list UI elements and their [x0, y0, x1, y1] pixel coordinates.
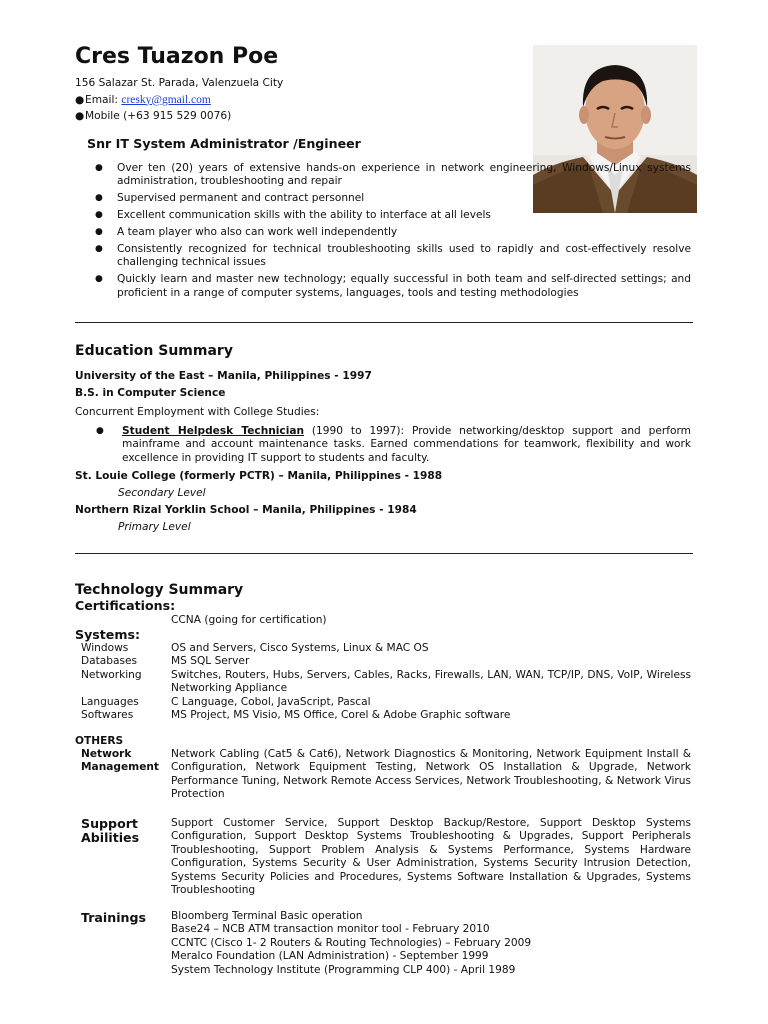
job-title: Snr IT System Administrator /Engineer: [87, 136, 361, 151]
email-link[interactable]: cresky@gmail.com: [121, 93, 211, 106]
mobile-line: [75, 108, 283, 125]
list-item: Base24 – NCB ATM transaction monitor tool - February 2010: [171, 923, 490, 936]
bullet-icon: ●: [95, 210, 103, 221]
list-item: ● Over ten (20) years of extensive hands-on experience in network engineering, Windows/Linux systems administration, troubleshooting and repair: [95, 162, 691, 188]
list-item: CCNTC (Cisco 1- 2 Routers & Routing Technologies) – February 2009: [171, 936, 532, 949]
bullet-icon: ●: [96, 426, 104, 436]
system-label: Databases: [81, 655, 138, 667]
network-label: Network Management: [81, 748, 159, 774]
list-item: ● Consistently recognized for technical troubleshooting skills used to rapidly and cost-effectively resolve challenging technical issues: [95, 243, 691, 269]
college: St. Louie College (formerly PCTR) – Manila, Philippines - 1988: [75, 470, 443, 482]
section-divider: [75, 322, 693, 323]
list-item: Meralco Foundation (LAN Administration) - September 1999: [171, 950, 489, 963]
school-level: Primary Level: [118, 521, 191, 533]
bullet-icon: ●: [95, 193, 103, 204]
trainings-list: [171, 910, 691, 977]
system-value: MS SQL Server: [171, 655, 250, 667]
address: 156 Salazar St. Parada, Valenzuela City: [75, 77, 284, 89]
email-line: [75, 92, 283, 109]
list-item: ● Excellent communication skills with the ability to interface at all levels: [95, 209, 491, 222]
list-item: ● Quickly learn and master new technology; equally successful in both team and self-directed settings; and proficient in a range of computer systems, languages, tools and testing methodologies: [95, 273, 691, 299]
section-divider: [75, 553, 693, 554]
mobile: Mobile (+63 915 529 0076): [85, 110, 232, 122]
concurrent-employment: Concurrent Employment with College Studies:: [75, 406, 320, 418]
list-item: Bloomberg Terminal Basic operation: [171, 910, 363, 922]
helpdesk-title: Student Helpdesk Technician: [122, 425, 305, 437]
helpdesk-text: (1990 to 1997): Provide networking/desktop support and perform mainframe and account maintenance tasks. Earned commendations for teamwork, flexibility and work excellence in providing IT support to students and faculty.: [122, 425, 691, 464]
contact-block: [75, 75, 283, 125]
university: University of the East – Manila, Philippines - 1997: [75, 370, 372, 382]
certifications-heading: Certifications:: [75, 598, 176, 613]
system-value: OS and Servers, Cisco Systems, Linux & MAC OS: [171, 642, 429, 654]
support-value: Support Customer Service, Support Desktop Backup/Restore, Support Desktop Systems Configuration, Support Desktop Systems Troubleshooting & Upgrades, Support Peripherals Troubleshooting, Support Problem Analysis & Systems Performance, Systems Hardware Configuration, Systems Security & User Administration, Systems Security Intrusion Detection, Systems Security Policies and Procedures, Systems Software Installation & Upgrades, Systems Troubleshooting: [171, 817, 691, 897]
college-level: Secondary Level: [118, 487, 206, 499]
system-value: Switches, Routers, Hubs, Servers, Cables, Racks, Firewalls, LAN, WAN, TCP/IP, DNS, VoIP, Wireless Networking Appliance: [171, 669, 691, 695]
support-label: Support Abilities: [81, 816, 140, 845]
degree: B.S. in Computer Science: [75, 387, 226, 399]
bullet-icon: ●: [95, 274, 103, 285]
summary-list: [95, 162, 691, 304]
system-value: MS Project, MS Visio, MS Office, Corel & Adobe Graphic software: [171, 709, 511, 721]
bullet-icon: ●: [75, 93, 85, 106]
education-heading: Education Summary: [75, 343, 233, 359]
systems-heading: Systems:: [75, 627, 140, 642]
list-item: System Technology Institute (Programming CLP 400) - April 1989: [171, 963, 516, 976]
others-heading: OTHERS: [75, 735, 124, 747]
trainings-label: Trainings: [81, 910, 146, 925]
system-value: C Language, Cobol, JavaScript, Pascal: [171, 696, 371, 708]
bullet-icon: ●: [95, 244, 103, 255]
system-label: Languages: [81, 696, 139, 708]
candidate-name: Cres Tuazon Poe: [75, 44, 279, 69]
list-item: ● Supervised permanent and contract personnel: [95, 192, 365, 205]
email-label: Email:: [85, 93, 118, 106]
bullet-icon: ●: [95, 163, 103, 173]
bullet-icon: ●: [75, 110, 85, 122]
school: Northern Rizal Yorklin School – Manila, Philippines - 1984: [75, 504, 417, 516]
bullet-icon: ●: [95, 227, 103, 238]
network-value: Network Cabling (Cat5 & Cat6), Network Diagnostics & Monitoring, Network Equipment Install & Configuration, Network Equipment Testing, Network OS Installation & Upgrade, Network Performance Tuning, Network Remote Access Services, Network Troubleshooting, & Network Virus Protection: [171, 748, 691, 801]
technology-heading: Technology Summary: [75, 582, 244, 598]
system-label: Windows: [81, 642, 129, 654]
system-label: Softwares: [81, 709, 134, 721]
system-label: Networking: [81, 669, 142, 681]
certification-value: CCNA (going for certification): [171, 614, 327, 626]
helpdesk-item: [96, 425, 691, 465]
list-item: ● A team player who also can work well independently: [95, 226, 398, 239]
